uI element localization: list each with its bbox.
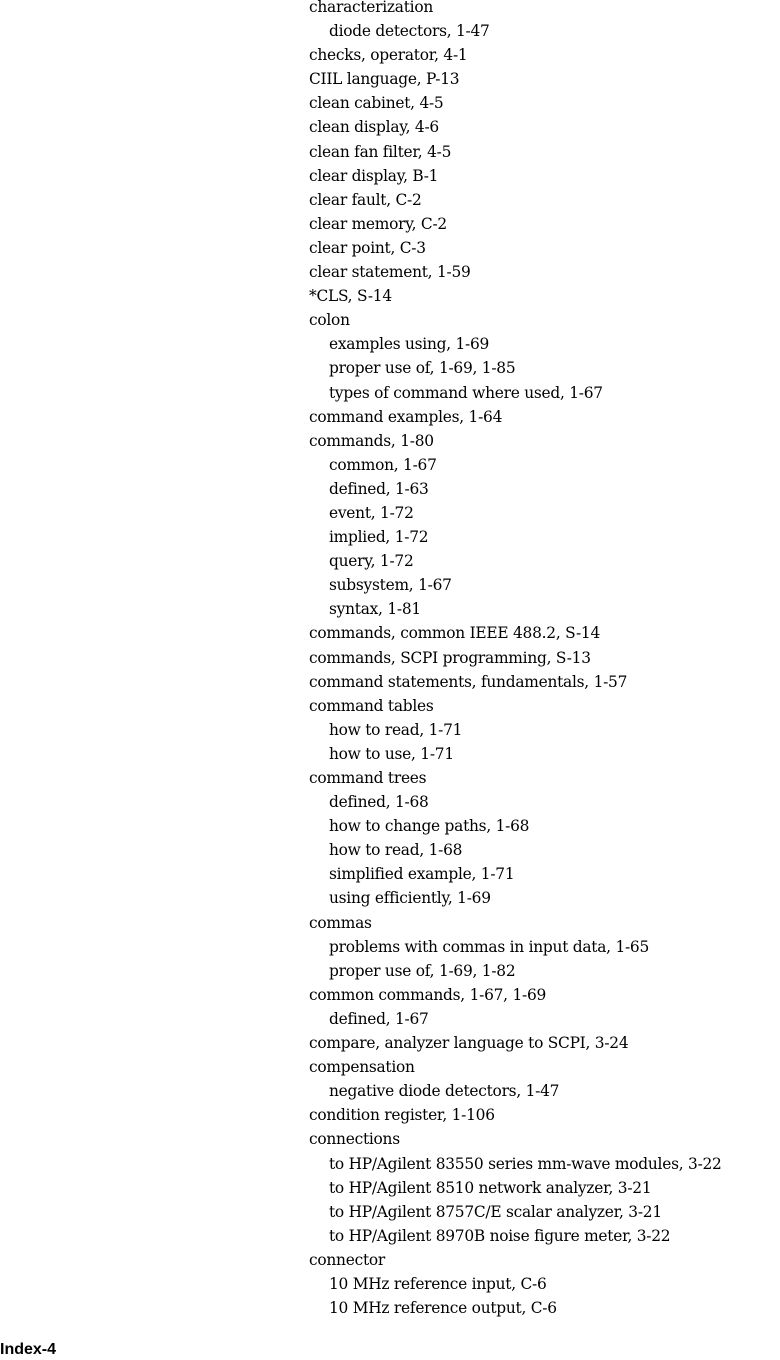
- index-subentry: to HP/Agilent 8757C/E scalar analyzer, 3-21: [329, 1202, 662, 1221]
- index-entry: clear fault, C-2: [309, 190, 422, 209]
- index-entry: characterization: [309, 0, 434, 16]
- index-subentry: proper use of, 1-69, 1-82: [329, 961, 516, 980]
- index-entry: commands, SCPI programming, S-13: [309, 648, 591, 667]
- index-subentry: subsystem, 1-67: [329, 576, 452, 595]
- index-entry: commands, common IEEE 488.2, S-14: [309, 624, 601, 643]
- index-subentry: simplified example, 1-71: [329, 865, 515, 884]
- index-subentry: defined, 1-63: [329, 479, 429, 498]
- index-entry-list: [309, 0, 722, 1320]
- index-entry: colon: [309, 311, 350, 330]
- index-entry: clean display, 4-6: [309, 118, 439, 137]
- index-entry: connector: [309, 1250, 385, 1269]
- index-entry: clear point, C-3: [309, 238, 426, 257]
- index-entry: clean fan filter, 4-5: [309, 142, 452, 161]
- index-subentry: examples using, 1-69: [329, 335, 490, 354]
- index-subentry: defined, 1-68: [329, 793, 429, 812]
- index-entry: *CLS, S-14: [309, 287, 392, 306]
- index-entry: command statements, fundamentals, 1-57: [309, 672, 628, 691]
- index-subentry: how to read, 1-68: [329, 841, 463, 860]
- index-entry: command trees: [309, 769, 427, 787]
- index-entry: command tables: [309, 696, 434, 715]
- index-subentry: event, 1-72: [329, 503, 414, 522]
- index-entry: compensation: [309, 1058, 415, 1077]
- index-subentry: problems with commas in input data, 1-65: [329, 937, 650, 956]
- index-subentry: to HP/Agilent 83550 series mm-wave modules, 3-22: [329, 1154, 722, 1173]
- index-subentry: using efficiently, 1-69: [329, 889, 491, 908]
- index-subentry: query, 1-72: [329, 552, 414, 571]
- index-subentry: 10 MHz reference input, C-6: [329, 1274, 547, 1293]
- page-number-label: Index-4: [0, 1341, 57, 1358]
- index-subentry: common, 1-67: [329, 455, 437, 474]
- index-entry: connections: [309, 1130, 400, 1149]
- index-entry: clear memory, C-2: [309, 214, 447, 233]
- index-entry: condition register, 1-106: [309, 1106, 495, 1125]
- index-subentry: types of command where used, 1-67: [329, 383, 603, 402]
- index-entry: commas: [309, 913, 372, 932]
- index-entry: clear statement, 1-59: [309, 263, 471, 282]
- index-subentry: to HP/Agilent 8510 network analyzer, 3-21: [329, 1178, 652, 1197]
- index-entry: command examples, 1-64: [309, 407, 503, 426]
- index-subentry: to HP/Agilent 8970B noise figure meter, 3-22: [329, 1226, 671, 1245]
- index-subentry: syntax, 1-81: [329, 600, 421, 619]
- index-subentry: negative diode detectors, 1-47: [329, 1082, 560, 1101]
- index-entry: clear display, B-1: [309, 166, 439, 185]
- index-subentry: how to read, 1-71: [329, 720, 463, 739]
- index-entry: compare, analyzer language to SCPI, 3-24: [309, 1034, 629, 1053]
- index-entry: clean cabinet, 4-5: [309, 94, 444, 113]
- index-entry: CIIL language, P-13: [309, 70, 460, 89]
- index-subentry: implied, 1-72: [329, 528, 429, 547]
- index-subentry: 10 MHz reference output, C-6: [329, 1299, 557, 1318]
- index-entry: commands, 1-80: [309, 431, 434, 450]
- index-entry: checks, operator, 4-1: [309, 46, 468, 65]
- index-entry: common commands, 1-67, 1-69: [309, 985, 547, 1004]
- index-subentry: how to change paths, 1-68: [329, 817, 530, 836]
- index-subentry: how to use, 1-71: [329, 744, 454, 763]
- index-subentry: proper use of, 1-69, 1-85: [329, 359, 516, 378]
- index-subentry: diode detectors, 1-47: [329, 22, 490, 41]
- index-subentry: defined, 1-67: [329, 1009, 429, 1028]
